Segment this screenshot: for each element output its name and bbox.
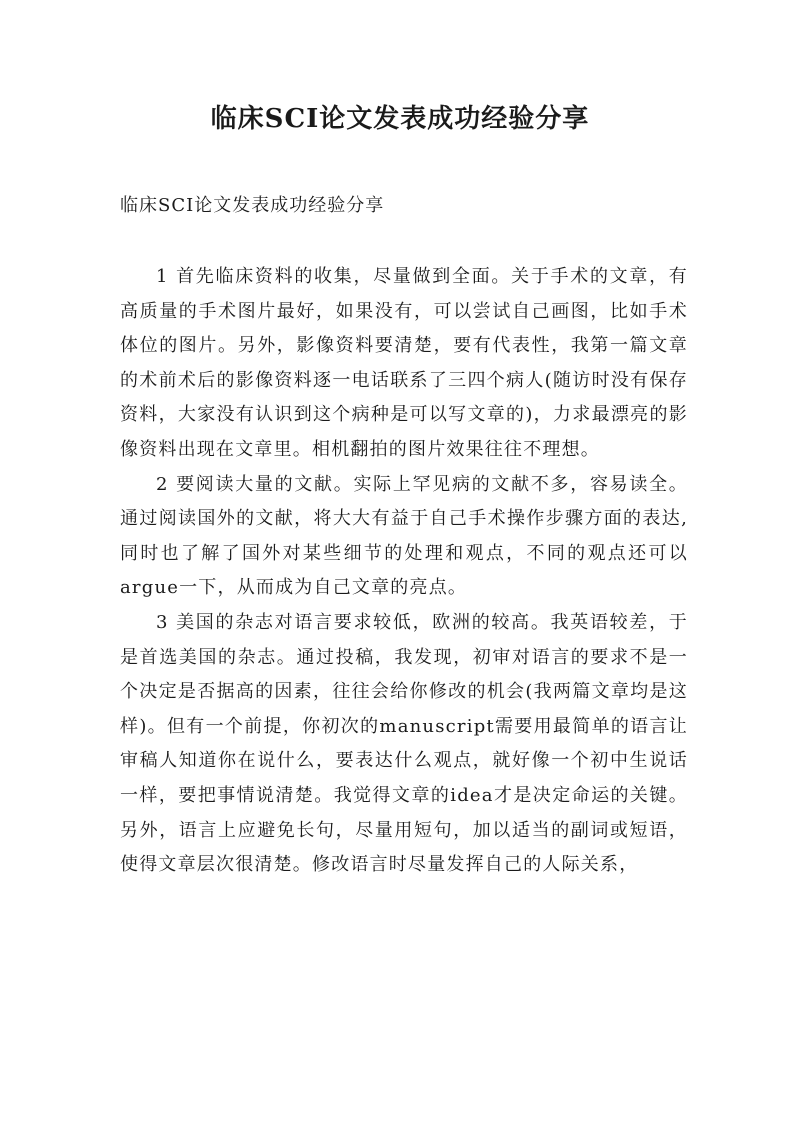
document-title: 临床SCI论文发表成功经验分享	[210, 104, 590, 134]
document-body	[120, 260, 688, 883]
paragraph-3: 3 美国的杂志对语言要求较低，欧洲的较高。我英语较差，于是首选美国的杂志。通过投稿，我发现，初审对语言的要求不是一个决定是否据高的因素，往往会给你修改的机会(我两篇文章均是这样)。但有一个前提，你初次的manuscript需要用最简单的语言让审稿人知道你在说什么，要表达什么观点，就好像一个初中生说话一样，要把事情说清楚。我觉得文章的idea才是决定命运的关键。另外，语言上应避免长句，尽量用短句，加以适当的副词或短语，使得文章层次很清楚。修改语言时尽量发挥自己的人际关系，	[120, 611, 688, 876]
paragraph-1: 1 首先临床资料的收集，尽量做到全面。关于手术的文章，有高质量的手术图片最好，如果没有，可以尝试自己画图，比如手术体位的图片。另外，影像资料要清楚，要有代表性，我第一篇文章的术前术后的影像资料逐一电话联系了三四个病人(随访时没有保存资料，大家没有认识到这个病种是可以写文章的)，力求最漂亮的影像资料出现在文章里。相机翻拍的图片效果往往不理想。	[120, 266, 688, 460]
document-subtitle: 临床SCI论文发表成功经验分享	[120, 195, 385, 216]
paragraph-2: 2 要阅读大量的文献。实际上罕见病的文献不多，容易读全。通过阅读国外的文献，将大大有益于自己手术操作步骤方面的表达,同时也了解了国外对某些细节的处理和观点，不同的观点还可以argue一下，从而成为自己文章的亮点。	[120, 473, 688, 599]
